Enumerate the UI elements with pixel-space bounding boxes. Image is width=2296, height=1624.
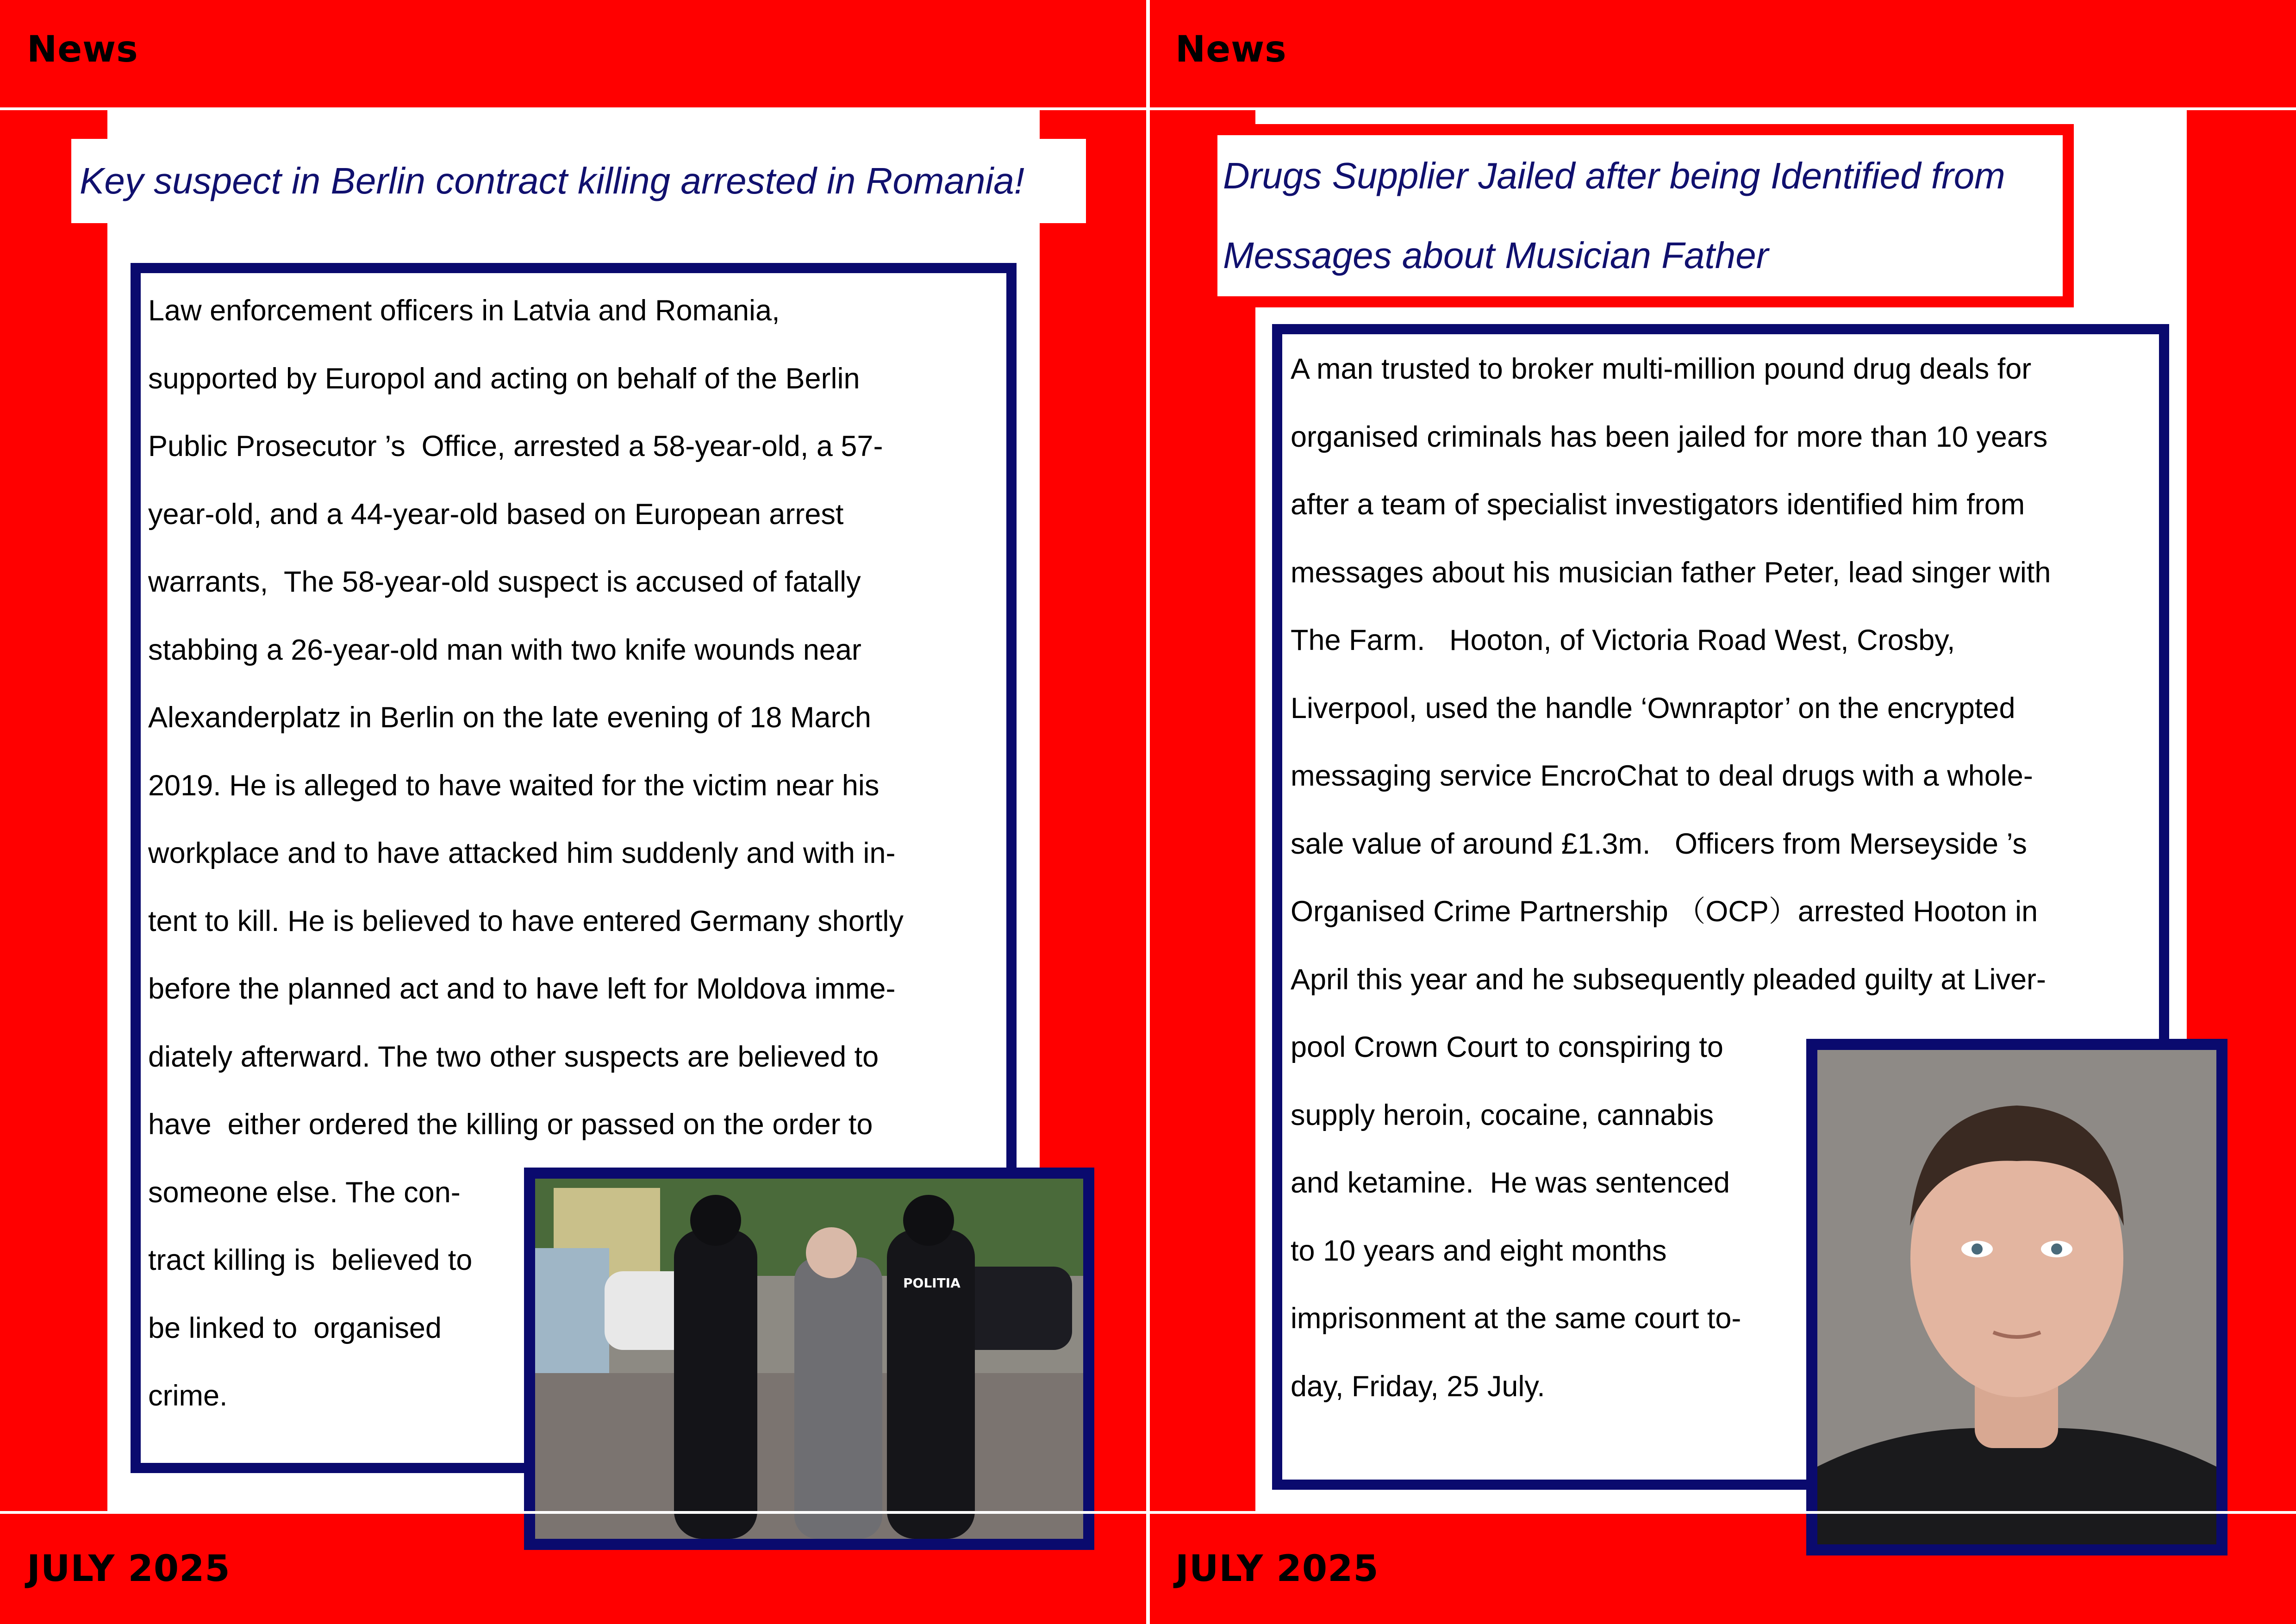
body-line: and ketamine. He was sentenced bbox=[1291, 1167, 1730, 1199]
body-line: crime. bbox=[148, 1380, 228, 1412]
body-line: April this year and he subsequently pleaded guilty at Liver- bbox=[1291, 963, 2046, 996]
body-line: Alexanderplatz in Berlin on the late evening of 18 March bbox=[148, 701, 871, 734]
body-line: before the planned act and to have left for Moldova imme- bbox=[148, 973, 896, 1005]
body-line: messages about his musician father Peter, lead singer with bbox=[1291, 556, 2051, 589]
footer-divider bbox=[1150, 1511, 2296, 1514]
body-line: diately afterward. The two other suspects are believed to bbox=[148, 1040, 879, 1073]
body-line: messaging service EncroChat to deal drugs with a whole- bbox=[1291, 760, 2033, 792]
body-line: have either ordered the killing or passed on the order to bbox=[148, 1108, 873, 1141]
body-line: supported by Europol and acting on behalf of the Berlin bbox=[148, 362, 860, 395]
footer-divider bbox=[0, 1511, 1146, 1514]
headline-line: Messages about Musician Father bbox=[1223, 235, 1769, 276]
news-page-right bbox=[1150, 0, 2296, 1624]
arrest-photo bbox=[524, 1168, 1094, 1550]
body-line: be linked to organised bbox=[148, 1312, 442, 1344]
body-line: The Farm. Hooton, of Victoria Road West, Crosby, bbox=[1291, 624, 1955, 656]
body-line: supply heroin, cocaine, cannabis bbox=[1291, 1099, 1714, 1131]
body-line: tract killing is believed to bbox=[148, 1244, 473, 1276]
body-line: Law enforcement officers in Latvia and Romania, bbox=[148, 294, 780, 327]
body-line: Organised Crime Partnership （OCP）arrested Hooton in bbox=[1291, 895, 2038, 928]
body-line: pool Crown Court to conspiring to bbox=[1291, 1031, 1723, 1063]
body-line: workplace and to have attacked him suddenly and with in- bbox=[148, 837, 896, 869]
mugshot-photo-icon bbox=[1817, 1050, 2216, 1544]
body-line: someone else. The con- bbox=[148, 1176, 461, 1209]
body-line: day, Friday, 25 July. bbox=[1291, 1370, 1545, 1403]
body-line: year-old, and a 44-year-old based on European arrest bbox=[148, 498, 844, 531]
body-line: imprisonment at the same court to- bbox=[1291, 1302, 1741, 1335]
footer-label: JULY 2025 bbox=[1175, 1548, 1379, 1590]
mugshot-photo bbox=[1806, 1039, 2227, 1555]
body-line: A man trusted to broker multi-million pound drug deals for bbox=[1291, 353, 2032, 385]
body-line: sale value of around £1.3m. Officers from Merseyside ’s bbox=[1291, 827, 2027, 860]
body-line: Liverpool, used the handle ‘Ownraptor’ on the encrypted bbox=[1291, 692, 2015, 725]
header-label: News bbox=[27, 29, 138, 70]
body-line: organised criminals has been jailed for more than 10 years bbox=[1291, 420, 2048, 453]
news-page-left bbox=[0, 0, 1146, 1624]
body-line: 2019. He is alleged to have waited for the victim near his bbox=[148, 769, 880, 802]
body-line: tent to kill. He is believed to have entered Germany shortly bbox=[148, 905, 904, 937]
body-line: to 10 years and eight months bbox=[1291, 1234, 1667, 1267]
header-label: News bbox=[1175, 29, 1287, 70]
arrest-photo-icon bbox=[535, 1179, 1083, 1539]
headline-line: Drugs Supplier Jailed after being Identified from bbox=[1223, 155, 2005, 196]
footer-label: JULY 2025 bbox=[27, 1548, 231, 1590]
headline-box bbox=[71, 139, 1086, 223]
vest-text: POLITIA bbox=[903, 1275, 961, 1291]
headline-box bbox=[1217, 135, 2063, 296]
headline: Key suspect in Berlin contract killing arrested in Romania! bbox=[80, 160, 1024, 201]
body-line: warrants, The 58-year-old suspect is accused of fatally bbox=[148, 566, 861, 598]
body-line: stabbing a 26-year-old man with two knife wounds near bbox=[148, 633, 861, 666]
body-line: after a team of specialist investigators identified him from bbox=[1291, 488, 2025, 521]
headline bbox=[1223, 136, 2056, 295]
body-line: Public Prosecutor ’s Office, arrested a 58-year-old, a 57- bbox=[148, 430, 883, 462]
